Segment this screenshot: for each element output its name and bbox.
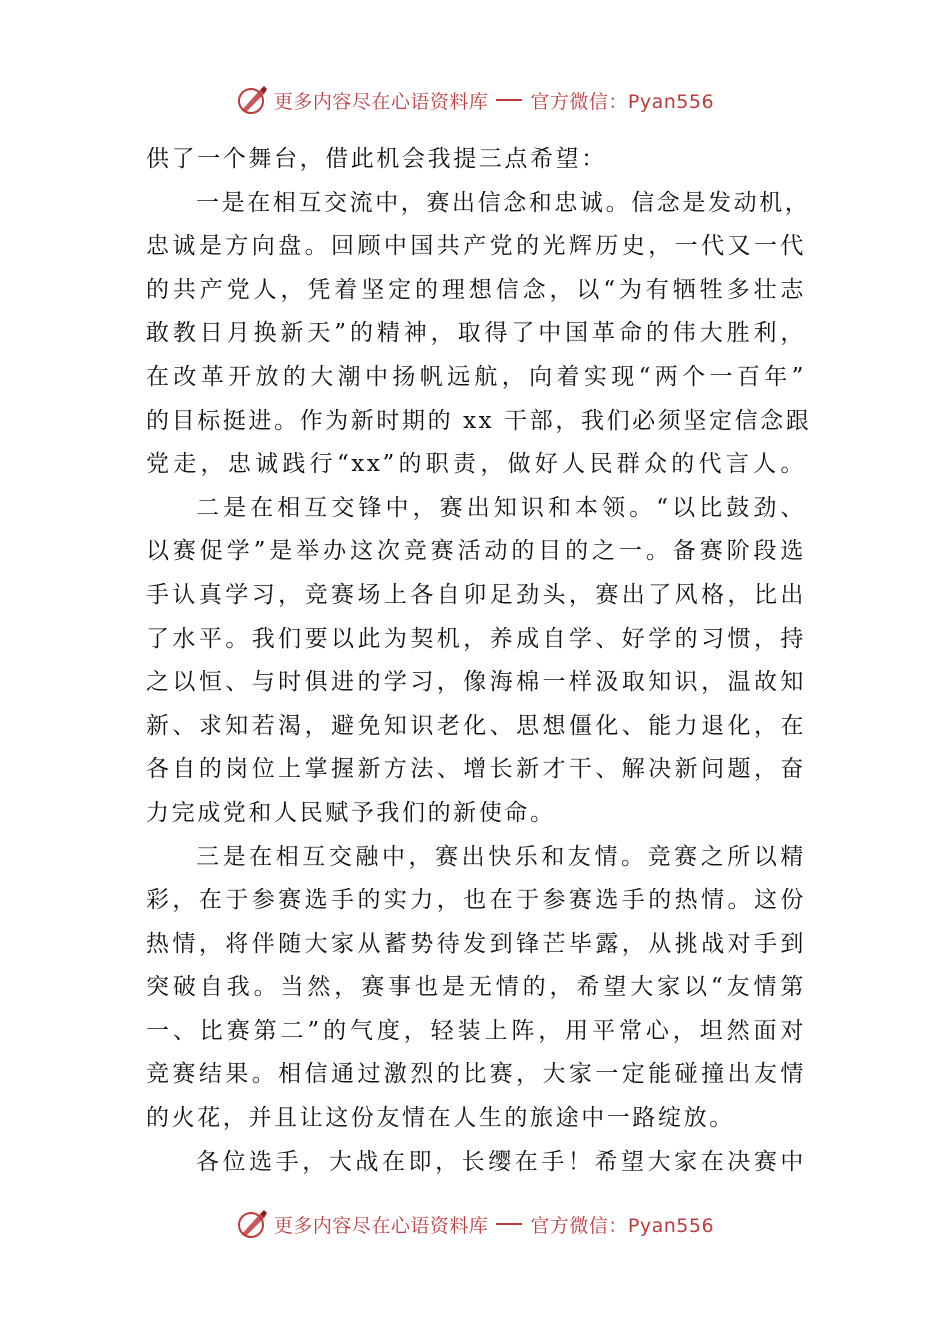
text-line: 了水平。我们要以此为契机，养成自学、好学的习惯，持 [146,625,806,652]
footer-watermark [0,1208,950,1240]
text-line: 的共产党人，凭着坚定的理想信念，以“为有牺牲多壮志 [146,276,806,303]
text-line: 彩，在于参赛选手的实力，也在于参赛选手的热情。这份 [146,887,806,914]
watermark-text-left: 更多内容尽在心语资料库 [273,1214,489,1237]
text-line: 一、比赛第二”的气度，轻装上阵，用平常心，坦然面对 [146,1017,806,1044]
text-line: 的目标挺进。作为新时期的 xx 干部，我们必须坚定信念跟 [146,407,812,434]
text-line: 忠诚是方向盘。回顾中国共产党的光辉历史，一代又一代 [146,233,806,260]
text-line: 之以恒、与时俱进的学习，像海棉一样汲取知识，温故知 [146,669,806,696]
watermark-text-left: 更多内容尽在心语资料库 [273,90,489,113]
text-line: 以赛促学”是举办这次竞赛活动的目的之一。备赛阶段选 [146,538,806,565]
text-line: 二是在相互交锋中，赛出知识和本领。“以比鼓劲、 [196,494,806,521]
text-line: 在改革开放的大潮中扬帆远航，向着实现“两个一百年” [146,363,806,390]
header-watermark [0,84,950,116]
watermark-text-right: 官方微信：Pyan556 [530,1214,715,1237]
text-line: 一是在相互交流中，赛出信念和忠诚。信念是发动机， [196,189,811,216]
text-line: 的火花，并且让这份友情在人生的旅途中一路绽放。 [146,1105,735,1132]
watermark-separator [496,99,522,101]
text-line: 突破自我。当然，赛事也是无情的，希望大家以“友情第 [146,974,806,1001]
pen-circle-icon [236,1208,268,1240]
text-line: 竞赛结果。相信通过激烈的比赛，大家一定能碰撞出友情 [146,1061,806,1088]
text-line: 供了一个舞台，借此机会我提三点希望： [146,146,607,172]
document-body [146,138,812,1184]
text-line: 力完成党和人民赋予我们的新使命。 [146,799,556,826]
text-line: 手认真学习，竞赛场上各自卯足劲头，赛出了风格，比出 [146,581,806,608]
text-line: 党走，忠诚践行“xx”的职责，做好人民群众的代言人。 [146,451,806,478]
text-line: 热情，将伴随大家从蓄势待发到锋芒毕露，从挑战对手到 [146,930,806,957]
pen-circle-icon [236,84,268,116]
text-line: 各自的岗位上掌握新方法、增长新才干、解决新问题，奋 [146,756,806,783]
text-line: 敢教日月换新天”的精神，取得了中国革命的伟大胜利， [146,320,806,347]
watermark-text-right: 官方微信：Pyan556 [530,90,715,113]
text-line: 三是在相互交融中，赛出快乐和友情。竞赛之所以精 [196,843,806,870]
watermark-separator [496,1223,522,1225]
text-line: 各位选手，大战在即，长缨在手！希望大家在决赛中 [196,1148,806,1175]
text-line: 新、求知若渴，避免知识老化、思想僵化、能力退化，在 [146,712,806,739]
